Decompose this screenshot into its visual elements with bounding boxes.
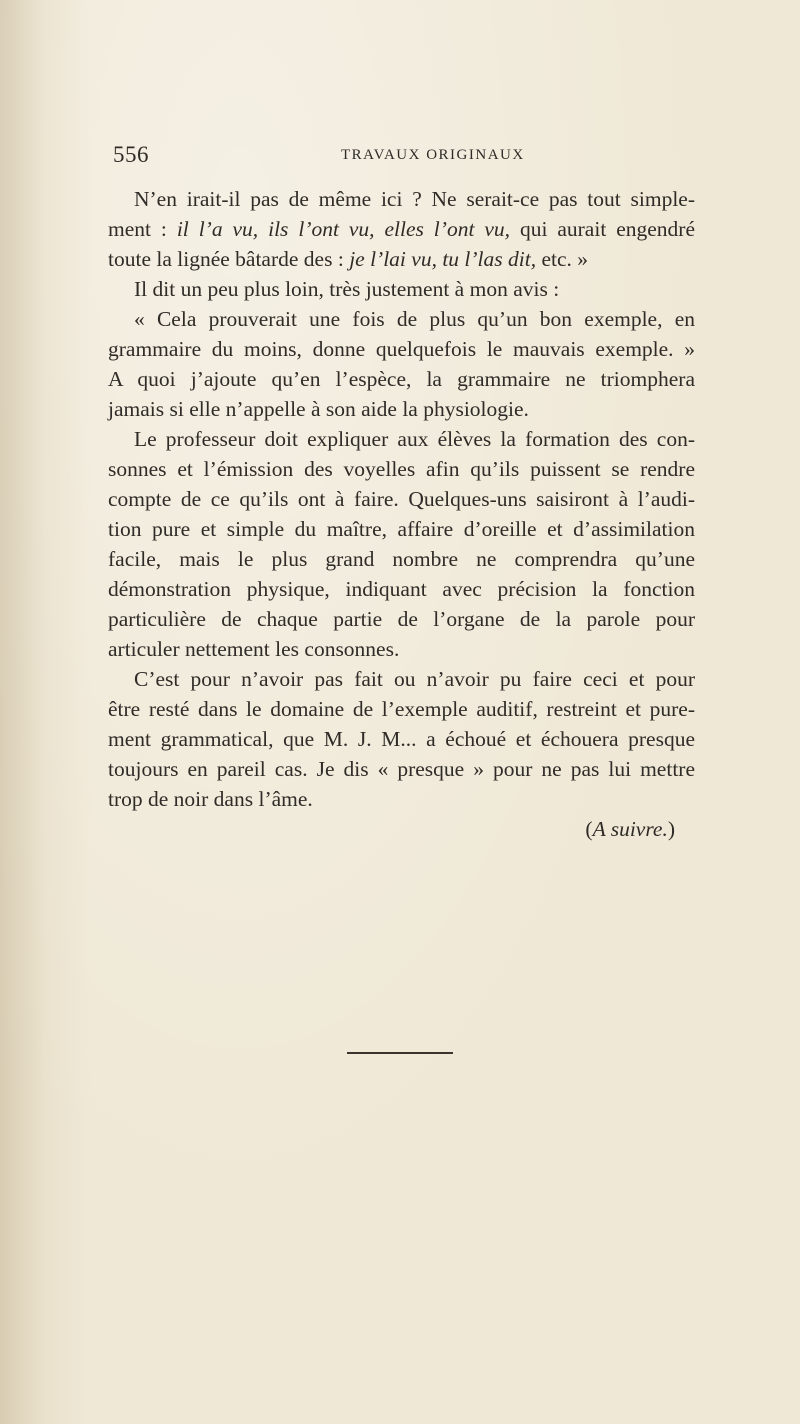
running-head: TRAVAUX ORIGINAUX <box>341 147 525 163</box>
body-text <box>108 184 695 844</box>
text-line: ment : il l’a vu, ils l’ont vu, elles l’ont vu, qui aurait engendré <box>108 217 696 241</box>
text-line: compte de ce qu’ils ont à faire. Quelques-uns saisiront à l’audi- <box>108 487 695 511</box>
text-line: facile, mais le plus grand nombre ne comprendra qu’une <box>108 547 695 571</box>
text-line: démonstration physique, indiquant avec précision la fonction <box>108 577 695 601</box>
text-line: tion pure et simple du maître, affaire d’oreille et d’assimilation <box>108 517 695 541</box>
text-line: trop de noir dans l’âme. <box>108 787 313 811</box>
text-line: C’est pour n’avoir pas fait ou n’avoir pu faire ceci et pour <box>134 667 695 691</box>
text-line: être resté dans le domaine de l’exemple auditif, restreint et pure- <box>108 697 695 721</box>
page-header <box>113 142 695 172</box>
to-be-continued: (A suivre.) <box>585 817 675 841</box>
text-line: « Cela prouverait une fois de plus qu’un bon exemple, en <box>134 307 695 331</box>
text-line: particulière de chaque partie de l’organe de la parole pour <box>108 607 695 631</box>
text-line: jamais si elle n’appelle à son aide la physiologie. <box>108 397 529 421</box>
text-line: N’en irait-il pas de même ici ? Ne serait-ce pas tout simple- <box>134 187 695 211</box>
text-line: grammaire du moins, donne quelquefois le mauvais exemple. » <box>108 337 695 361</box>
text-line: A quoi j’ajoute qu’en l’espèce, la grammaire ne triomphera <box>108 367 695 391</box>
text-line: toute la lignée bâtarde des : je l’lai vu, tu l’las dit, etc. » <box>108 247 589 271</box>
text-line: Le professeur doit expliquer aux élèves la formation des con- <box>134 427 695 451</box>
section-separator <box>347 1052 453 1054</box>
text-line: articuler nettement les consonnes. <box>108 637 400 661</box>
text-line: ment grammatical, que M. J. M... a échoué et échouera presque <box>108 727 695 751</box>
text-line: sonnes et l’émission des voyelles afin qu’ils puissent se rendre <box>108 457 695 481</box>
page-number: 556 <box>113 142 149 167</box>
text-line: toujours en pareil cas. Je dis « presque » pour ne pas lui mettre <box>108 757 695 781</box>
text-line: Il dit un peu plus loin, très justement à mon avis : <box>134 277 560 301</box>
